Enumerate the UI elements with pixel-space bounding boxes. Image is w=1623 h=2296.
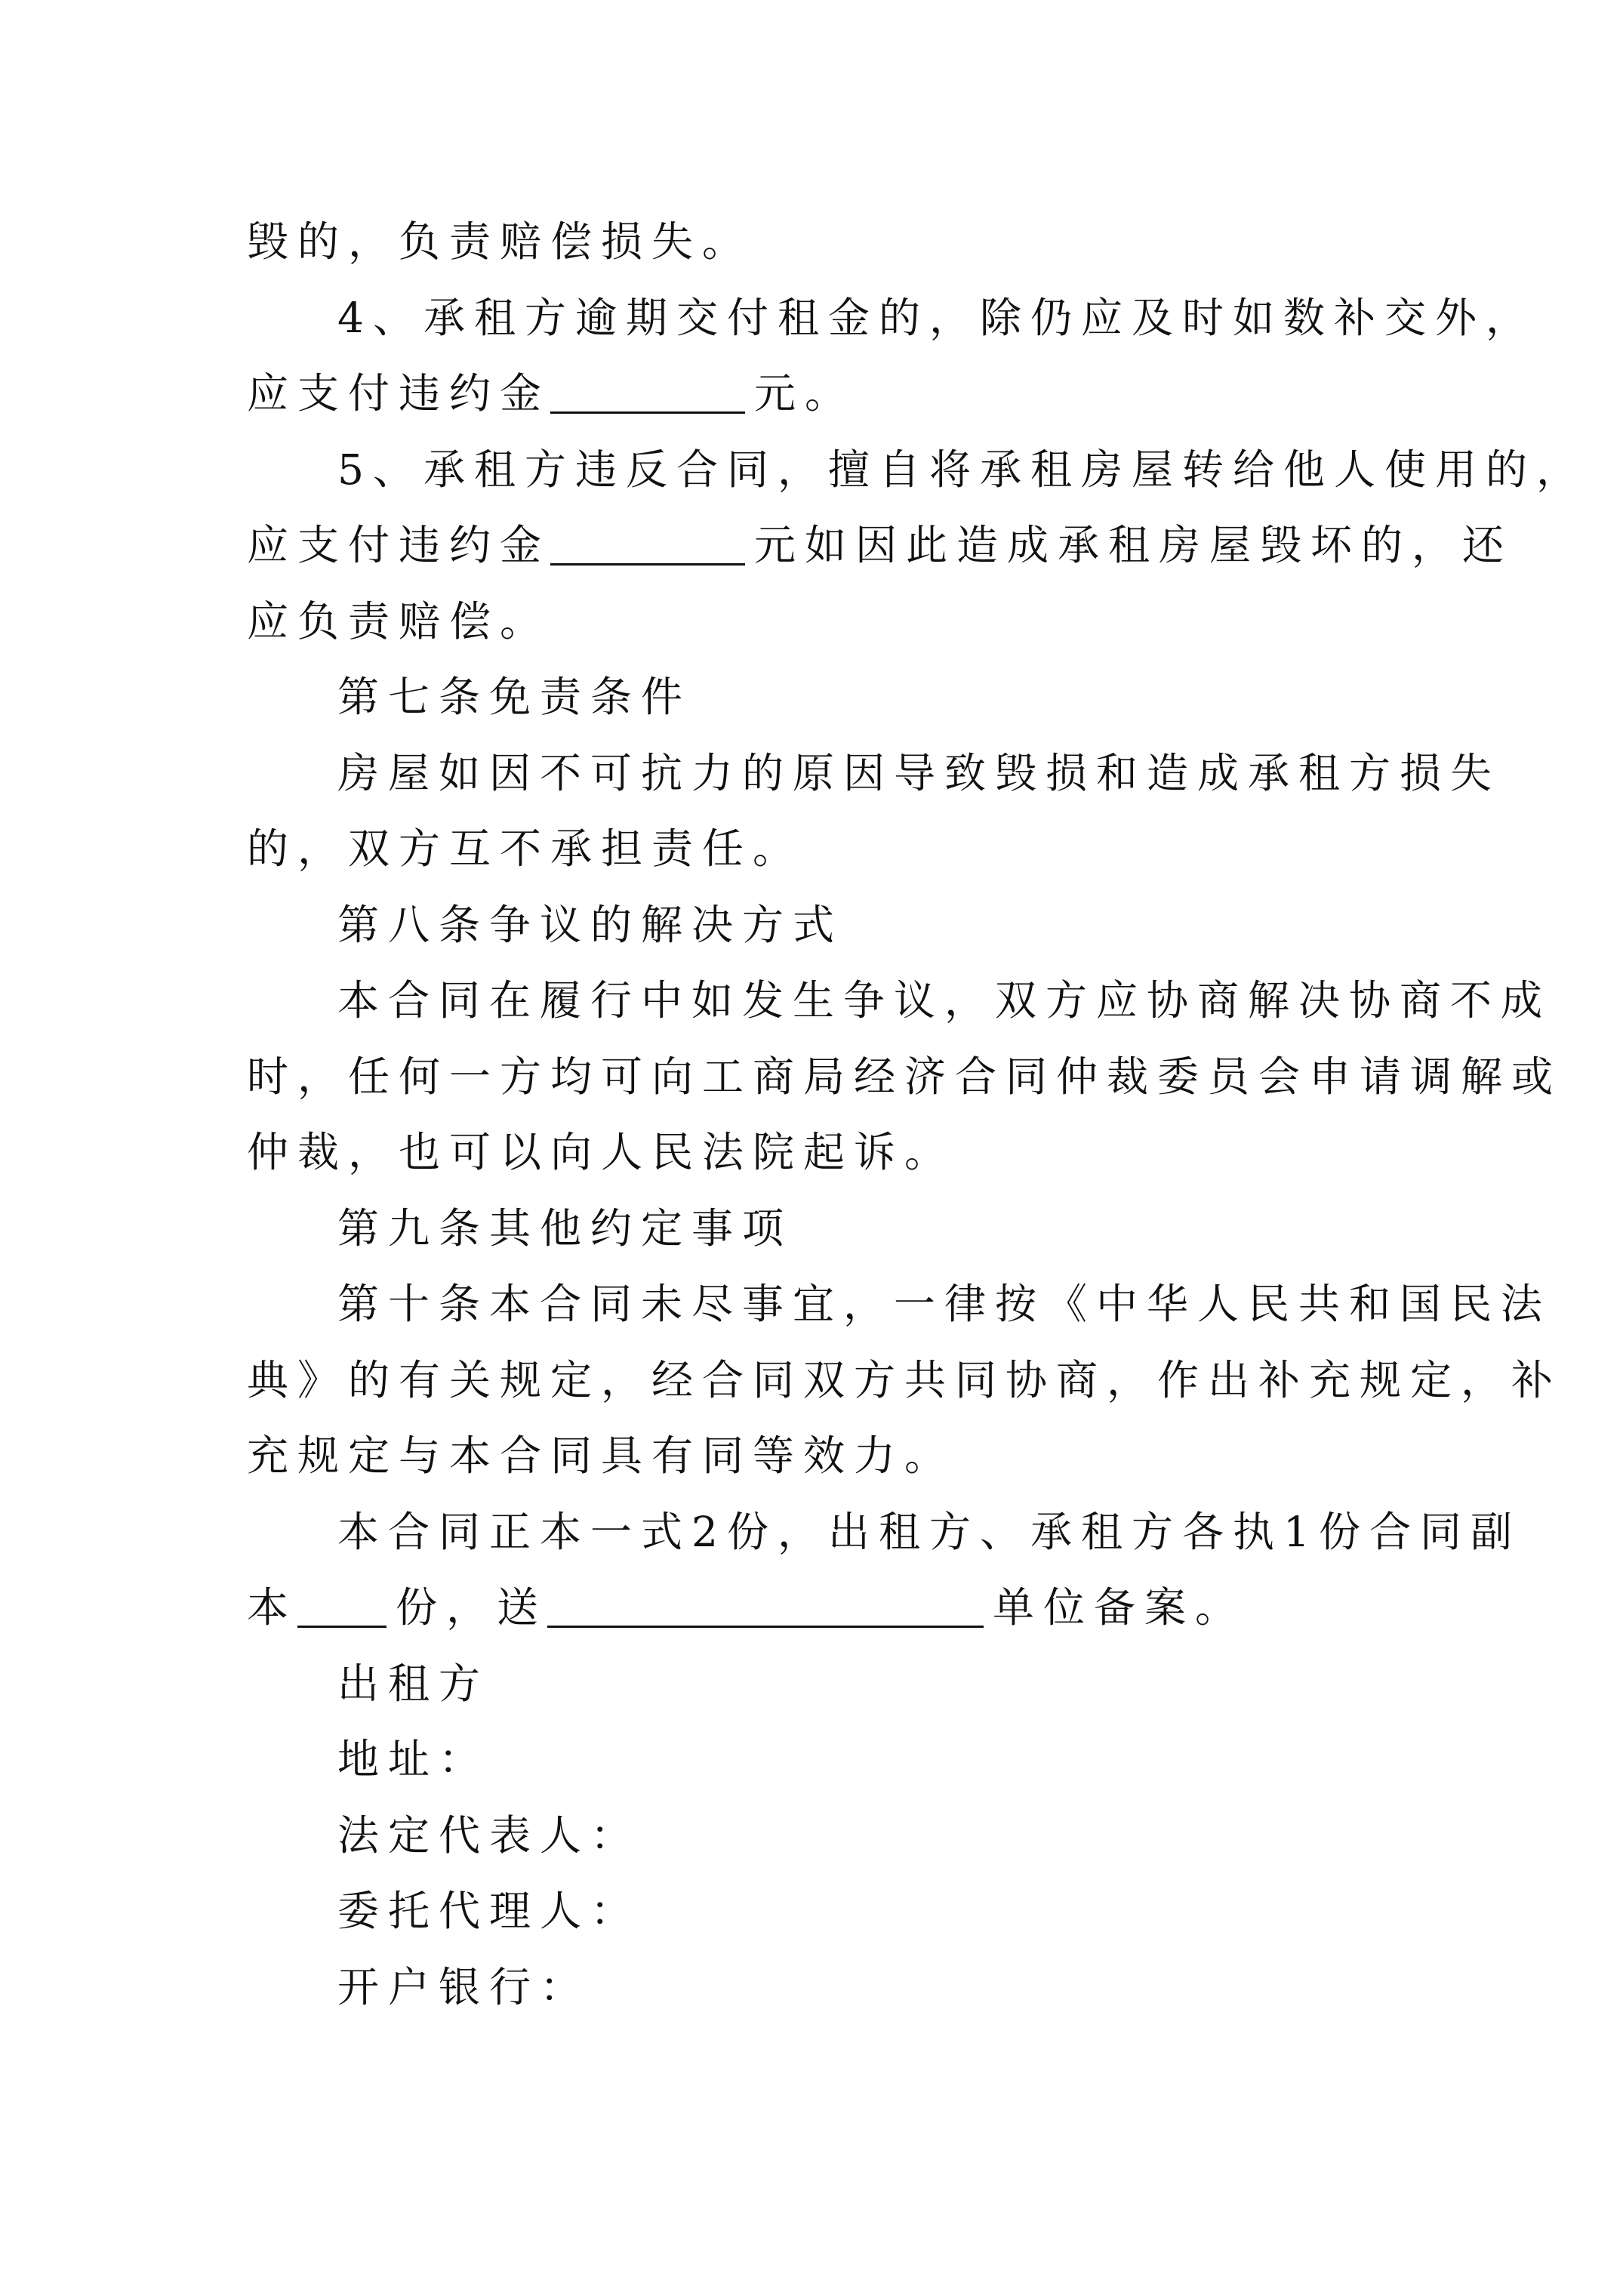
penalty-amount-blank (550, 368, 745, 414)
copies-text: 本合同正本一式2份，出租方、承租方各执1份合同副 (337, 1507, 1521, 1556)
document-body (247, 204, 1587, 2025)
copies-count-blank (297, 1582, 387, 1628)
article-8-heading: 第八条争议的解决方式 (337, 900, 844, 949)
article-10-text: 第十条本合同未尽事宜，一律按《中华人民共和国民法 (337, 1280, 1552, 1328)
article-8-text: 本合同在履行中如发生争议，双方应协商解决协商不成 (337, 976, 1552, 1025)
article-9-heading: 第九条其他约定事项 (337, 1203, 793, 1253)
legal-representative-label: 法定代表人： (337, 1811, 642, 1860)
text-line: 毁的，负责赔偿损失。 (247, 217, 753, 266)
text-span: 应支付违约金 (247, 521, 551, 569)
text-line (247, 1570, 1394, 1646)
lessor-label: 出租方 (337, 1659, 490, 1708)
article-7-heading: 第七条免责条件 (337, 673, 692, 721)
text-span: 单位备案。 (993, 1583, 1246, 1632)
text-span: 份，送 (396, 1583, 548, 1632)
text-line: 应负责赔偿。 (247, 596, 551, 646)
text-span: 应支付违约金 (247, 369, 551, 418)
text-line: 时，任何一方均可向工商局经济合同仲裁委员会申请调解或 (247, 1052, 1563, 1101)
sublet-penalty-blank (550, 519, 745, 566)
text-line: 仲裁，也可以向人民法院起诉。 (247, 1128, 956, 1176)
text-span: 元。 (754, 369, 856, 418)
text-span: 元如因此造成承租房屋毁坏的，还 (754, 521, 1514, 569)
clause-5-text: 5、承租方违反合同，擅自将承租房屋转给他人使用的， (337, 445, 1587, 494)
text-span: 本 (247, 1583, 298, 1632)
clause-4-text: 4、承租方逾期交付租金的，除仍应及时如数补交外， (337, 293, 1536, 342)
text-line: 的，双方互不承担责任。 (247, 824, 804, 873)
address-label: 地址： (337, 1735, 490, 1783)
filing-unit-blank (547, 1582, 984, 1628)
article-7-text: 房屋如因不可抗力的原因导致毁损和造成承租方损失 (337, 748, 1501, 797)
bank-label: 开户银行： (337, 1962, 591, 2011)
text-line (247, 356, 1394, 432)
authorized-agent-label: 委托代理人： (337, 1887, 642, 1935)
text-line: 充规定与本合同具有同等效力。 (247, 1432, 956, 1480)
text-line (247, 507, 1514, 584)
text-line: 典》的有关规定，经合同双方共同协商，作出补充规定，补 (247, 1355, 1563, 1404)
